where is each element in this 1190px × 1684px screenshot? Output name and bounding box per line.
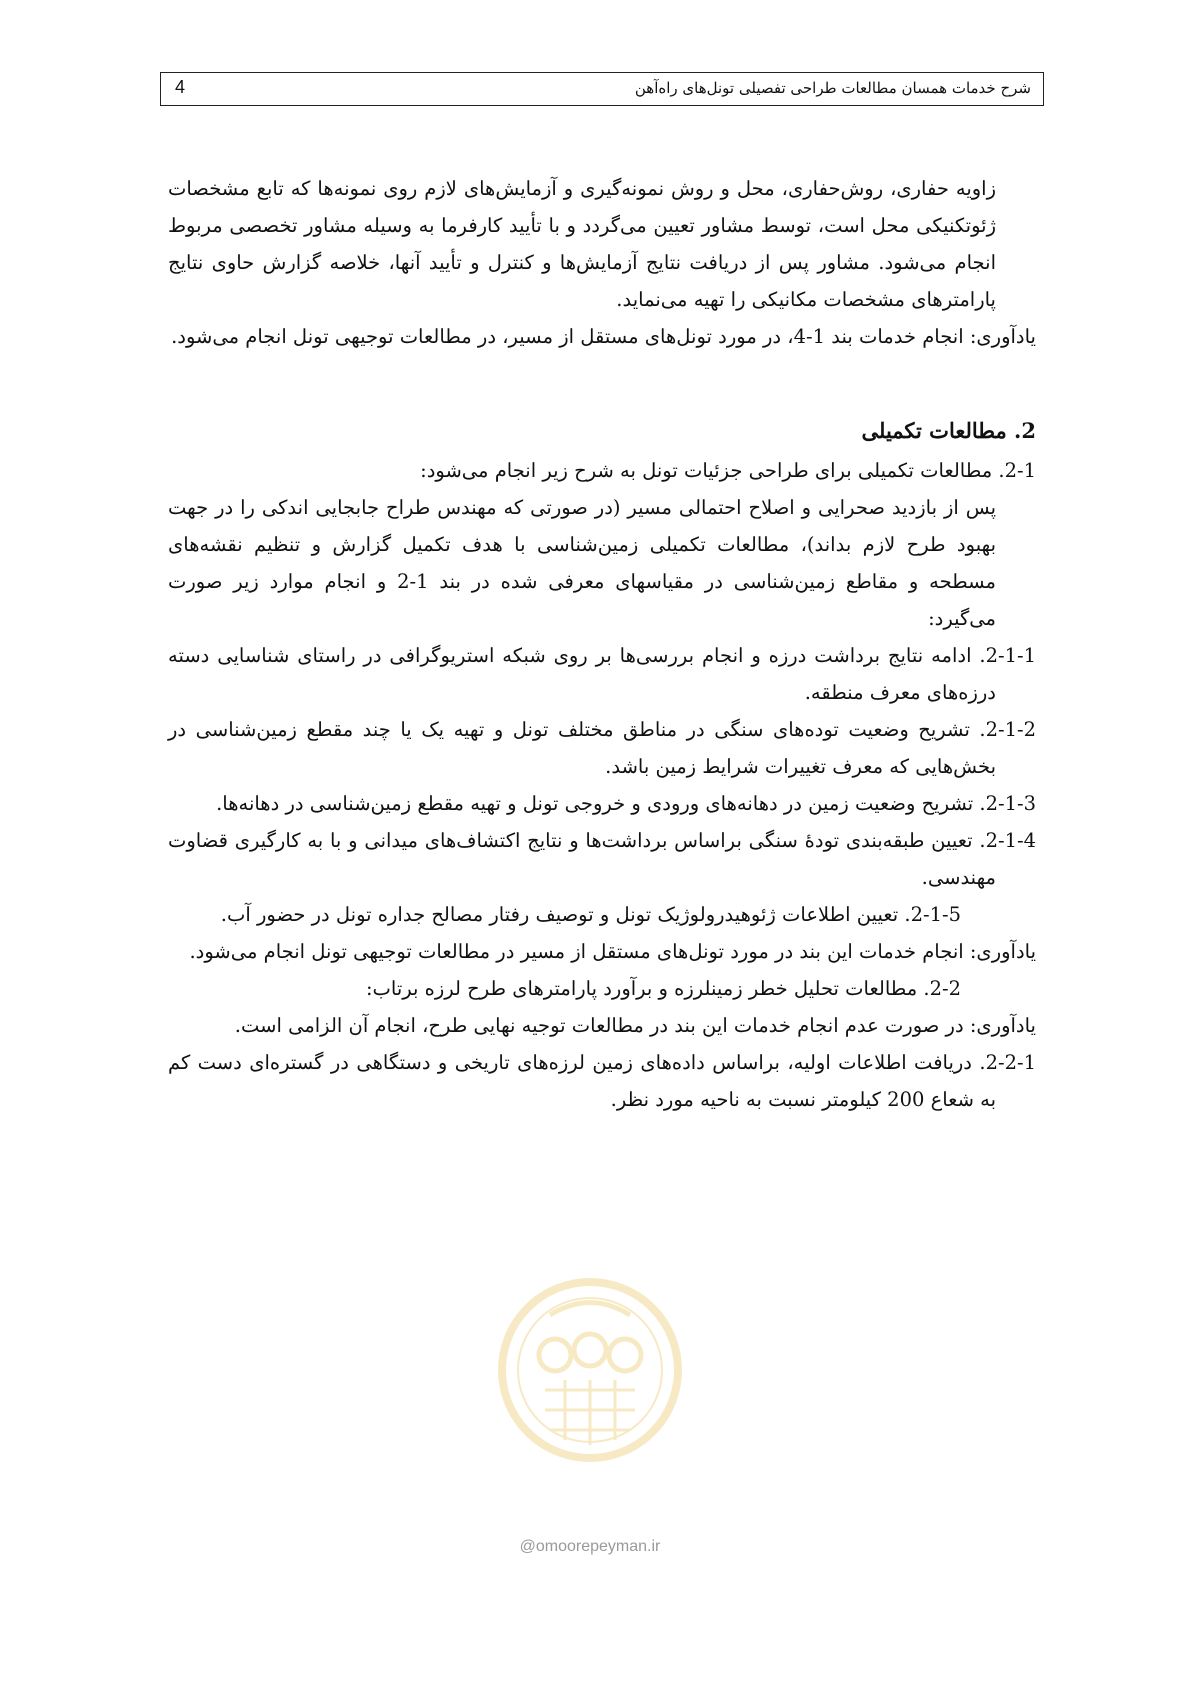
page-content bbox=[168, 170, 1036, 1118]
page-header bbox=[160, 72, 1044, 106]
item-2-1-3: 2-1-3. تشریح وضعیت زمین در دهانه‌های ورودی و خروجی تونل و تهیه مقطع زمین‌شناسی در دهانه‌ها. bbox=[216, 792, 1036, 815]
note-paragraph: یادآوری: انجام خدمات بند 1-4، در مورد تونل‌های مستقل از مسیر، در مطالعات توجیهی تونل انجام می‌شود. bbox=[171, 325, 1036, 348]
item-2-2-1: 2-2-1. دریافت اطلاعات اولیه، براساس داده‌های زمین لرزه‌های تاریخی و دستگاهی در گستره‌ای دست کم به شعاع 200 کیلومتر نسبت به ناحیه مورد نظر. bbox=[168, 1051, 1036, 1111]
section-heading: 2. مطالعات تکمیلی bbox=[861, 418, 1036, 443]
watermark-logo bbox=[490, 1270, 690, 1480]
note-paragraph-3: یادآوری: در صورت عدم انجام خدمات این بند در مطالعات توجیه نهایی طرح، انجام آن الزامی است. bbox=[234, 1014, 1036, 1037]
watermark-text: @omoorepeyman.ir bbox=[519, 1538, 661, 1555]
subsection-2-1-title: 2-1. مطالعات تکمیلی برای طراحی جزئیات تونل به شرح زیر انجام می‌شود: bbox=[420, 459, 1036, 482]
note-paragraph-2: یادآوری: انجام خدمات این بند در مورد تونل‌های مستقل از مسیر در مطالعات توجیهی تونل انجام می‌شود. bbox=[189, 940, 1036, 963]
item-2-1-2: 2-1-2. تشریح وضعیت توده‌های سنگی در مناطق مختلف تونل و تهیه یک یا چند مقطع زمین‌شناسی در بخش‌هایی که معرف تغییرات شرایط زمین باشد. bbox=[168, 718, 1036, 778]
subsection-2-1-body: پس از بازدید صحرایی و اصلاح احتمالی مسیر (در صورتی که مهندس طراح جابجایی اندکی را در جهت بهبود طرح لازم بداند)، مطالعات تکمیلی زمین‌شناسی با هدف تکمیل گزارش و تنظیم نقشه‌های مسطحه و مقاطع زمین‌شناسی در مقیاسهای معرفی شده در بند 1-2 و انجام موارد زیر صورت می‌گیرد: bbox=[168, 496, 997, 630]
intro-paragraph: زاویه حفاری، روش‌حفاری، محل و روش نمونه‌گیری و آزمایش‌های لازم روی نمونه‌ها که تابع مشخصات ژئوتکنیکی محل است، توسط مشاور تعیین می‌گردد و با تأیید کارفرما به وسیله مشاور تخصصی مربوط انجام می‌شود. مشاور پس از دریافت نتایج آزمایش‌ها و کنترل و تأیید آنها، خلاصه گزارش حاوی نتایج پارامترهای مشخصات مکانیکی را تهیه می‌نماید. bbox=[168, 177, 996, 311]
header-title: شرح خدمات همسان مطالعات طراحی تفصیلی تونل‌های راه‌آهن bbox=[634, 79, 1031, 97]
item-2-1-1: 2-1-1. ادامه نتایج برداشت درزه و انجام بررسی‌ها بر روی شبکه استریوگرافی در راستای شناسایی دسته درزه‌های معرف منطقه. bbox=[168, 644, 1036, 704]
item-2-1-4: 2-1-4. تعیین طبقه‌بندی تودهٔ سنگی براساس برداشت‌ها و نتایج اکتشاف‌های میدانی و با به کارگیری قضاوت مهندسی. bbox=[168, 829, 1036, 889]
page-number: 4 bbox=[175, 77, 186, 97]
subsection-2-2-title: 2-2. مطالعات تحلیل خطر زمینلرزه و برآورد پارامترهای طرح لرزه برتاب: bbox=[365, 977, 961, 1000]
item-2-1-5: 2-1-5. تعیین اطلاعات ژئوهیدرولوژیک تونل و توصیف رفتار مصالح جداره تونل در حضور آب. bbox=[220, 903, 961, 926]
